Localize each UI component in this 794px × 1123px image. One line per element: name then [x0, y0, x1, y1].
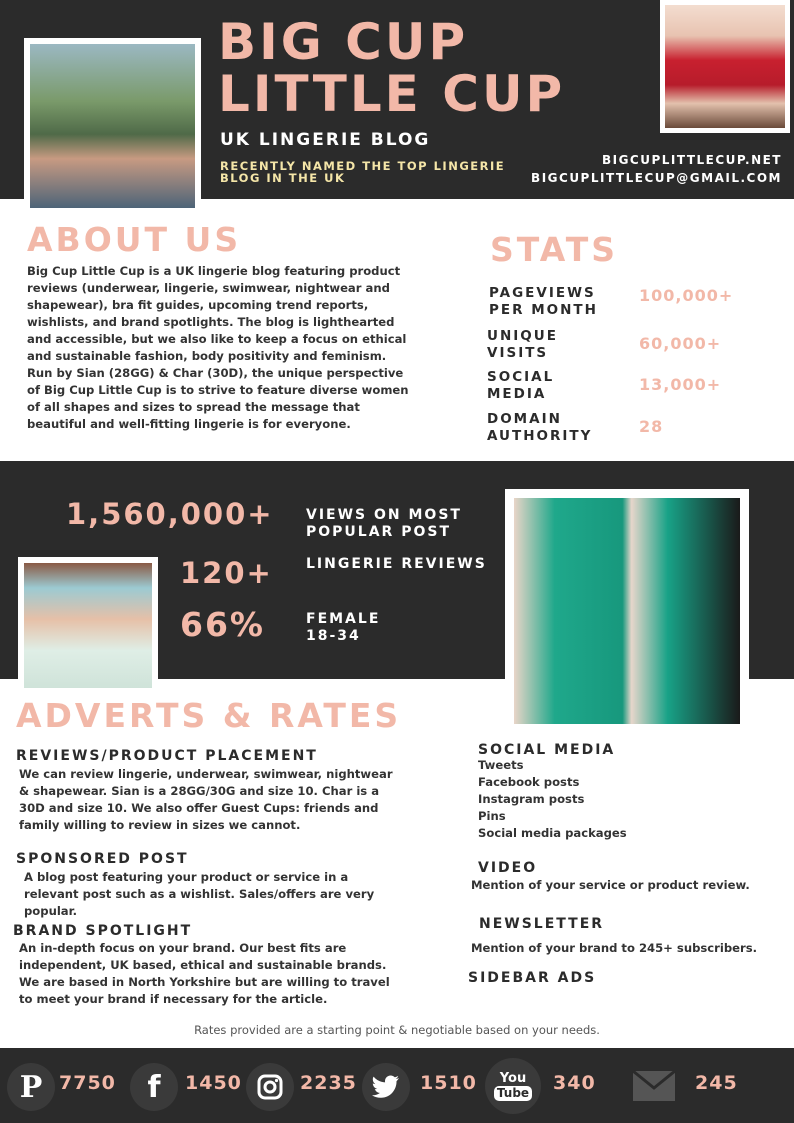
pinterest-count: 7750 — [59, 1072, 116, 1094]
stat-value-social: 13,000+ — [639, 375, 722, 394]
youtube-count: 340 — [553, 1072, 596, 1094]
social-media-title: SOCIAL MEDIA — [478, 742, 616, 758]
facebook-count: 1450 — [185, 1072, 242, 1094]
title-line-1: BIG CUP — [218, 13, 469, 71]
highlight-label-reviews: LINGERIE REVIEWS — [306, 556, 487, 572]
sponsored-title: SPONSORED POST — [16, 851, 189, 867]
youtube-icon-text-2: Tube — [494, 1086, 532, 1101]
spotlight-title: BRAND SPOTLIGHT — [13, 923, 193, 939]
twitter-icon[interactable] — [362, 1063, 410, 1111]
highlight-label-views: VIEWS ON MOST POPULAR POST — [306, 507, 462, 540]
video-title: VIDEO — [478, 860, 538, 876]
about-heading: ABOUT US — [27, 220, 242, 259]
newsletter-text: Mention of your brand to 245+ subscribers. — [471, 941, 758, 955]
list-item: Social media packages — [478, 826, 627, 840]
green-bra-photo — [505, 489, 749, 733]
social-media-list — [478, 757, 698, 842]
stat-value-unique: 60,000+ — [639, 334, 722, 353]
highlight-value-reviews: 120+ — [180, 556, 273, 590]
header-photo-right — [660, 0, 790, 133]
subtitle: UK LINGERIE BLOG — [220, 130, 431, 150]
instagram-icon[interactable] — [246, 1063, 294, 1111]
stat-label-pageviews: PAGEVIEWS PER MONTH — [489, 285, 598, 318]
spotlight-text: An in-depth focus on your brand. Our best fits are independent, UK based, ethical and sustainable brands. We are based in North Yorkshire but are willing to travel to meet your brand if necessary for the article. — [19, 941, 390, 1006]
stat-label-social: SOCIAL MEDIA — [487, 369, 555, 402]
website-link[interactable]: BIGCUPLITTLECUP.NET — [601, 153, 782, 167]
stat-value-pageviews: 100,000+ — [639, 286, 734, 305]
camera-photo — [18, 557, 158, 694]
pinterest-icon[interactable]: P — [7, 1063, 55, 1111]
about-text — [27, 263, 412, 433]
newsletter-title: NEWSLETTER — [479, 916, 605, 932]
email-link[interactable]: BIGCUPLITTLECUP@GMAIL.COM — [531, 171, 782, 185]
rates-footnote: Rates provided are a starting point & negotiable based on your needs. — [194, 1023, 600, 1037]
instagram-count: 2235 — [300, 1072, 357, 1094]
title-line-2: LITTLE CUP — [218, 65, 566, 123]
stat-label-domain: DOMAIN AUTHORITY — [487, 411, 593, 444]
facebook-icon[interactable]: f — [130, 1063, 178, 1111]
reviews-title: REVIEWS/PRODUCT PLACEMENT — [16, 748, 318, 764]
tagline: RECENTLY NAMED THE TOP LINGERIE BLOG IN THE UK — [220, 159, 506, 185]
list-item: Instagram posts — [478, 792, 585, 806]
header-photo-left — [24, 38, 201, 214]
youtube-icon-text-1: You — [499, 1070, 527, 1086]
adverts-heading: ADVERTS & RATES — [16, 696, 402, 735]
reviews-text: We can review lingerie, underwear, swimwear, nightwear & shapewear. Sian is a 28GG/30G and size 10. Char is a 30D and size 10. We also offer Guest Cups: friends and family willing to review in sizes we cannot. — [19, 767, 393, 832]
youtube-icon[interactable] — [485, 1058, 541, 1114]
about-paragraph-2: Run by Sian (28GG) & Char (30D), the unique perspective of Big Cup Little Cup is to strive to feature diverse women of all shapes and sizes to spread the message that beautiful and well-fitting lingerie is for everyone. — [27, 366, 409, 431]
stat-value-domain: 28 — [639, 417, 664, 436]
highlight-label-female: FEMALE 18-34 — [306, 611, 381, 644]
email-icon[interactable] — [632, 1070, 676, 1106]
about-paragraph-1: Big Cup Little Cup is a UK lingerie blog featuring product reviews (underwear, lingerie, swimwear, nightwear and shapewear), bra fit guides, upcoming trend reports, wishlists, and brand spotlights. The blog is lighthearted and accessible, but we also like to keep a focus on ethical and sustainable fashion, body positivity and feminism. — [27, 264, 407, 363]
sponsored-text: A blog post featuring your product or service in a relevant post such as a wishlist. Sales/offers are very popular. — [24, 870, 375, 918]
highlight-value-views: 1,560,000+ — [66, 497, 274, 531]
twitter-count: 1510 — [420, 1072, 477, 1094]
list-item: Pins — [478, 809, 506, 823]
stat-label-unique: UNIQUE VISITS — [487, 328, 558, 361]
sidebar-ads-title: SIDEBAR ADS — [468, 970, 597, 986]
highlight-value-female: 66% — [180, 605, 265, 644]
video-text: Mention of your service or product review. — [471, 878, 750, 892]
list-item: Tweets — [478, 758, 524, 772]
email-count: 245 — [695, 1072, 738, 1094]
list-item: Facebook posts — [478, 775, 580, 789]
stats-heading: STATS — [490, 230, 618, 269]
